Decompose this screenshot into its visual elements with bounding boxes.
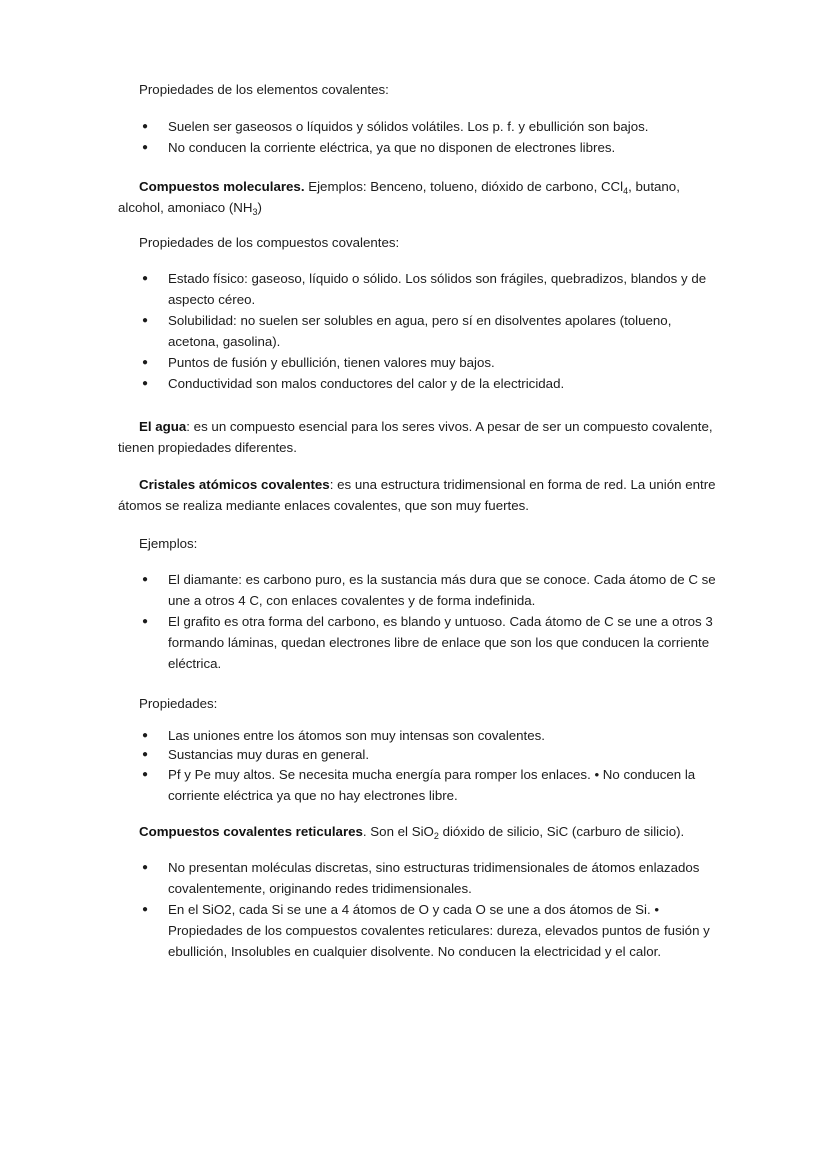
paragraph-text: . Son el SiO — [362, 824, 434, 839]
list-item: ● Sustancias muy duras en general. — [139, 745, 717, 764]
water-paragraph — [118, 416, 718, 458]
properties-list — [139, 726, 717, 806]
paragraph-text: dióxido de silicio, SiC (carburo de silicio). — [438, 824, 685, 839]
subscript: 4 — [623, 186, 629, 196]
paragraph-text: : es una estructura tridimensional en forma de red. La unión entre átomos se realiza mediante enlaces covalentes, que son muy fuertes. — [118, 477, 716, 513]
list-item: ● Las uniones entre los átomos son muy intensas son covalentes. — [139, 726, 717, 745]
list-item: ● Suelen ser gaseosos o líquidos y sólidos volátiles. Los p. f. y ebullición son bajos. — [139, 116, 717, 137]
atomic-crystals-title: Cristales atómicos covalentes — [139, 477, 330, 492]
list-item: ● Estado físico: gaseoso, líquido o sólido. Los sólidos son frágiles, quebradizos, blandos y de aspecto céreo. — [139, 268, 717, 310]
list-item: ● Puntos de fusión y ebullición, tienen valores muy bajos. — [139, 352, 717, 373]
subscript: 3 — [252, 207, 258, 217]
list-item: ● Pf y Pe muy altos. Se necesita mucha energía para romper los enlaces. • No conducen la corriente eléctrica ya que no hay electrones libre. — [139, 764, 717, 806]
network-compounds-paragraph — [118, 821, 718, 842]
list-item: ● En el SiO2, cada Si se une a 4 átomos de O y cada O se une a dos átomos de Si. • Propiedades de los compuestos covalentes reticulares: dureza, elevados puntos de fusión y ebullición, Insolubles en cualquier disolvente. No conducen la electricidad y el calor. — [139, 899, 717, 962]
list-item: ● No presentan moléculas discretas, sino estructuras tridimensionales de átomos enlazados covalentemente, originando redes tridimensionales. — [139, 857, 717, 899]
examples-heading: Ejemplos: — [139, 536, 198, 551]
list-item: ● No conducen la corriente eléctrica, ya que no disponen de electrones libres. — [139, 137, 717, 158]
paragraph-text: , butano, alcohol, amoniaco (NH — [118, 179, 680, 215]
network-compounds-title: Compuestos covalentes reticulares — [139, 824, 363, 839]
covalent-elements-heading: Propiedades de los elementos covalentes: — [139, 82, 389, 97]
molecular-compounds-title: Compuestos moleculares. — [139, 179, 305, 194]
list-item: ● Conductividad son malos conductores del calor y de la electricidad. — [139, 373, 717, 394]
paragraph-text: ) — [257, 200, 262, 215]
subscript: 2 — [433, 831, 439, 841]
list-item: ● El grafito es otra forma del carbono, es blando y untuoso. Cada átomo de C se une a otros 3 formando láminas, quedan electrones libre de enlace que son los que conducen la corriente eléctrica. — [139, 611, 717, 674]
covalent-compounds-heading: Propiedades de los compuestos covalentes: — [139, 235, 400, 250]
list-item: ● Solubilidad: no suelen ser solubles en agua, pero sí en disolventes apolares (tolueno, acetona, gasolina). — [139, 310, 717, 352]
examples-list — [139, 569, 717, 674]
covalent-compounds-list — [139, 268, 717, 394]
list-item: ● El diamante: es carbono puro, es la sustancia más dura que se conoce. Cada átomo de C se une a otros 4 C, con enlaces covalentes y de forma indefinida. — [139, 569, 717, 611]
paragraph-text: Ejemplos: Benceno, tolueno, dióxido de carbono, CCl — [304, 179, 624, 194]
atomic-crystals-paragraph — [118, 474, 718, 516]
paragraph-text: : es un compuesto esencial para los seres vivos. A pesar de ser un compuesto covalente, tienen propiedades diferentes. — [118, 419, 713, 455]
molecular-compounds-paragraph — [118, 176, 718, 218]
network-compounds-list — [139, 857, 717, 962]
properties-heading: Propiedades: — [139, 696, 218, 711]
covalent-elements-list — [139, 116, 717, 158]
water-title: El agua — [139, 419, 187, 434]
